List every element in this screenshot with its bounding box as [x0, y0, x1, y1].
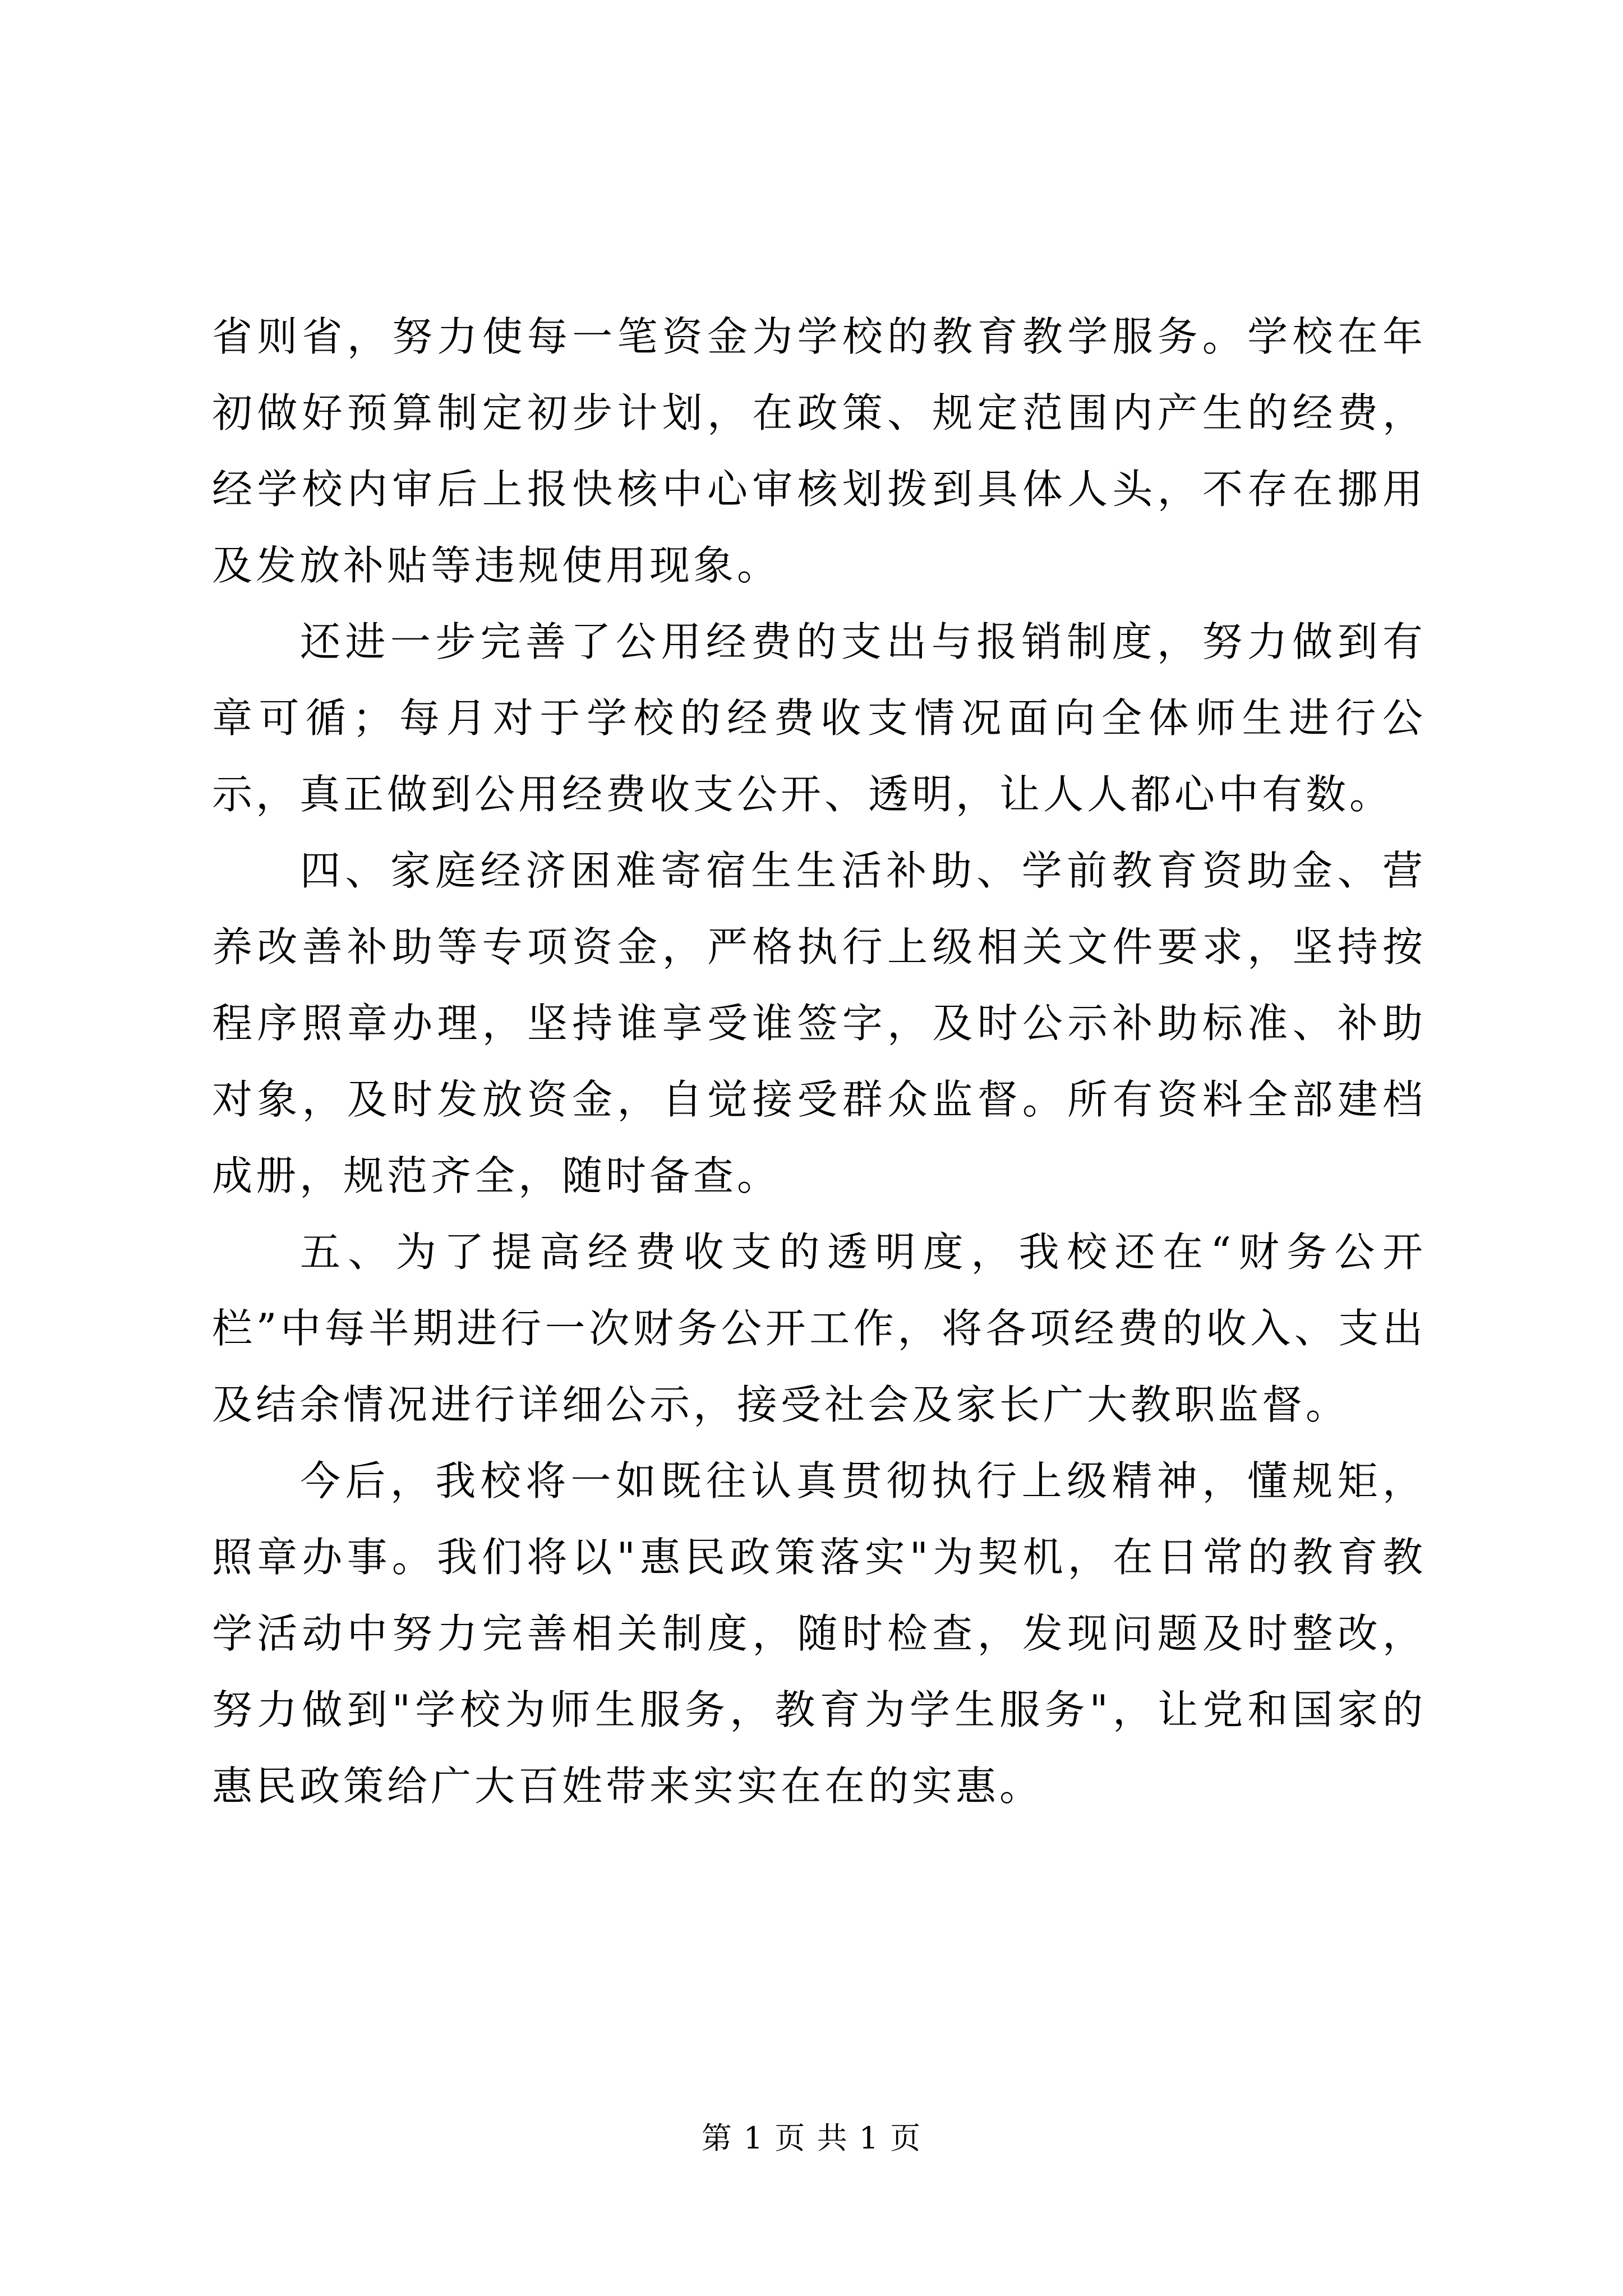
paragraph-1: 省则省，努力使每一笔资金为学校的教育教学服务。学校在年初做好预算制定初步计划，在政策、规定范围内产生的经费，经学校内审后上报快核中心审核划拨到具体人头，不存在挪用及发放补贴等违规使用现象。 — [212, 313, 1426, 589]
paragraph-5: 今后，我校将一如既往认真贯彻执行上级精神，懂规矩，照章办事。我们将以"惠民政策落实"为契机，在日常的教育教学活动中努力完善相关制度，随时检查，发现问题及时整改，努力做到"学校为师生服务，教育为学生服务"，让党和国家的惠民政策给广大百姓带来实实在在的实惠。 — [212, 1457, 1426, 1810]
document-body — [212, 298, 1426, 1824]
paragraph-3: 四、家庭经济困难寄宿生生活补助、学前教育资助金、营养改善补助等专项资金，严格执行上级相关文件要求，坚持按程序照章办理，坚持谁享受谁签字，及时公示补助标准、补助对象，及时发放资金，自觉接受群众监督。所有资料全部建档成册，规范齐全，随时备查。 — [212, 847, 1426, 1199]
page-footer: 第 1 页 共 1 页 — [701, 2120, 922, 2156]
paragraph-4: 五、为了提高经费收支的透明度，我校还在“财务公开栏”中每半期进行一次财务公开工作，将各项经费的收入、支出及结余情况进行详细公示，接受社会及家长广大教职监督。 — [212, 1228, 1426, 1428]
paragraph-2: 还进一步完善了公用经费的支出与报销制度，努力做到有章可循；每月对于学校的经费收支情况面向全体师生进行公示，真正做到公用经费收支公开、透明，让人人都心中有数。 — [212, 618, 1426, 818]
